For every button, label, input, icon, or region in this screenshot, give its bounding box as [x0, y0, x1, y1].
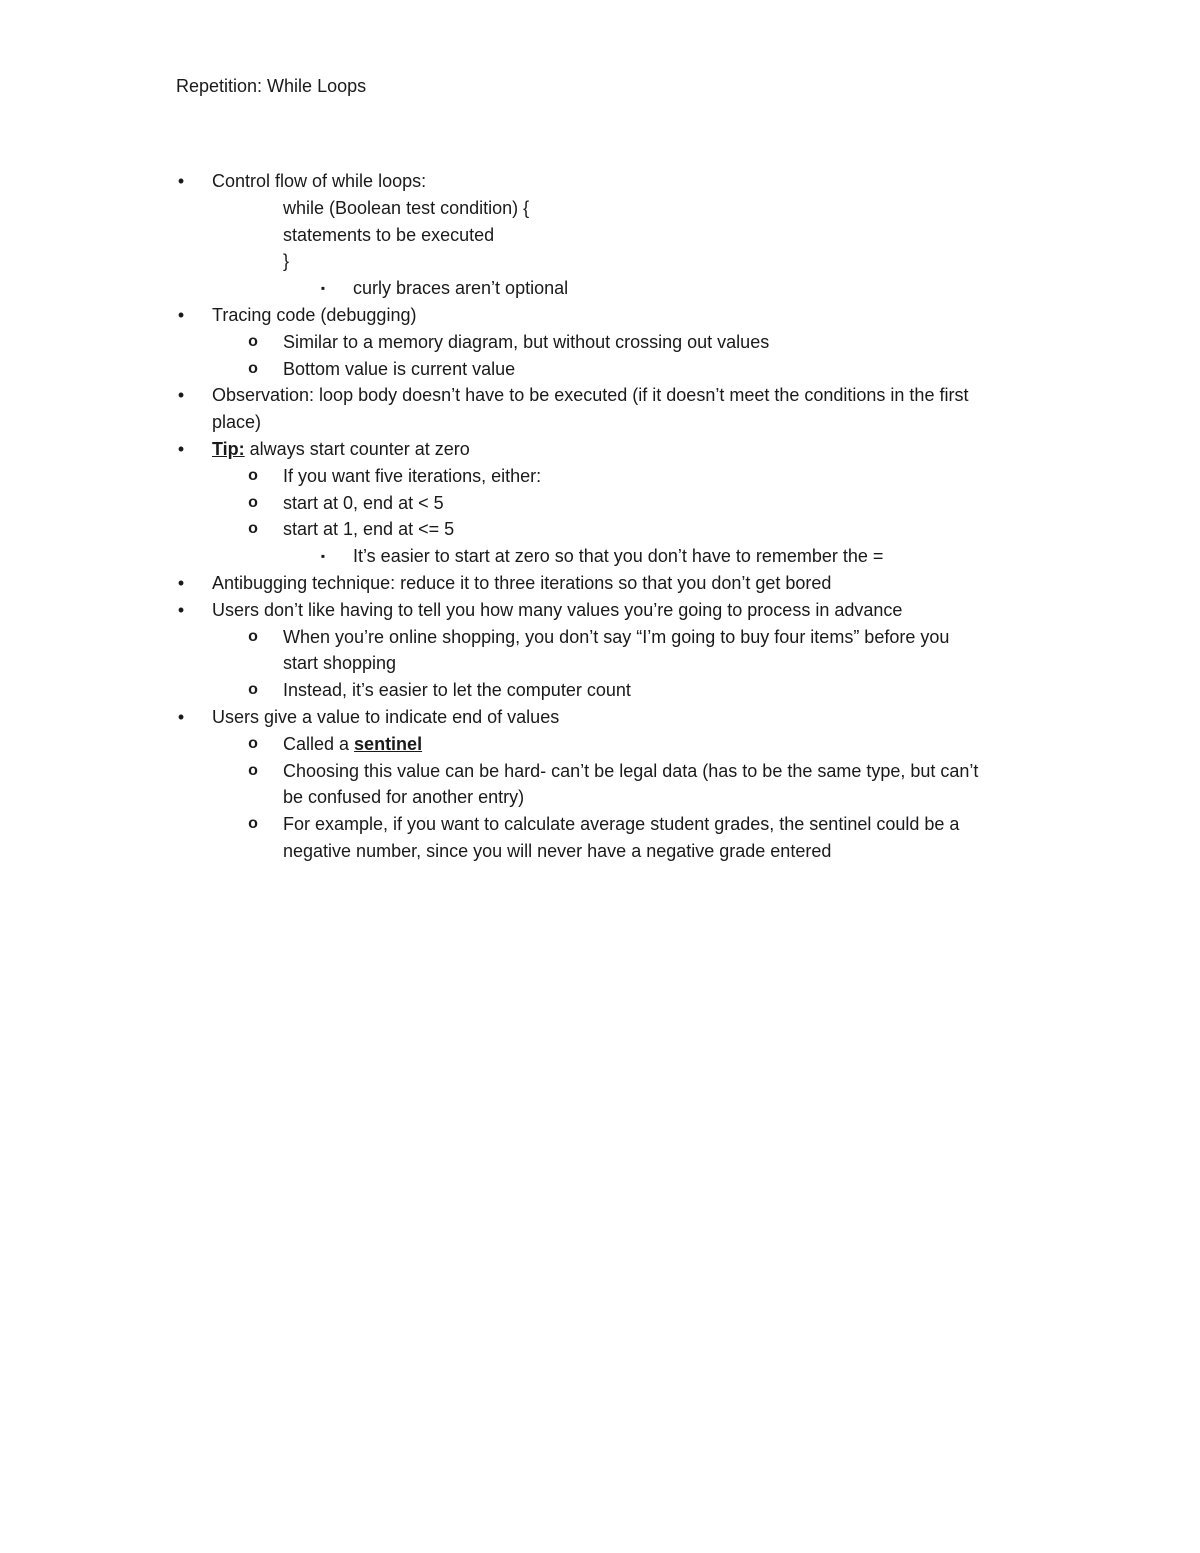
list-item-continuation	[0, 650, 1200, 677]
page-title: Repetition: While Loops	[176, 76, 367, 96]
list-item	[0, 758, 1200, 785]
list-item	[0, 811, 1200, 838]
circle-bullet-icon: o	[248, 734, 258, 752]
bullet-icon: •	[177, 385, 185, 406]
item-text: It’s easier to start at zero so that you don’t have to remember the =	[353, 546, 884, 567]
list-item	[0, 275, 1200, 302]
list-item	[0, 356, 1200, 383]
code-line	[0, 195, 1200, 222]
tip-text: always start counter at zero	[244, 438, 470, 459]
item-text: Users give a value to indicate end of values	[212, 706, 560, 727]
item-text: For example, if you want to calculate average student grades, the sentinel could be a	[283, 814, 960, 835]
item-text: start shopping	[283, 653, 397, 674]
list-item	[0, 570, 1200, 597]
item-text: be confused for another entry)	[283, 787, 525, 808]
code-line	[0, 222, 1200, 249]
item-text: Choosing this value can be hard- can’t be legal data (has to be the same type, but can’t	[283, 760, 979, 781]
code-text: }	[283, 251, 290, 272]
circle-bullet-icon: o	[248, 493, 258, 511]
list-item	[0, 704, 1200, 731]
list-item	[0, 624, 1200, 651]
list-item	[0, 731, 1200, 758]
square-bullet-icon: ▪	[320, 549, 326, 564]
bullet-icon: •	[177, 304, 185, 325]
item-text	[283, 731, 422, 758]
bullet-icon: •	[177, 572, 185, 593]
sentinel-prefix: Called a	[283, 733, 355, 754]
item-text: place)	[212, 412, 262, 433]
list-item	[0, 463, 1200, 490]
list-item	[0, 677, 1200, 704]
item-text: Similar to a memory diagram, but without crossing out values	[283, 331, 770, 352]
item-text: Users don’t like having to tell you how many values you’re going to process in advance	[212, 599, 903, 620]
list-item-continuation	[0, 409, 1200, 436]
item-text: Observation: loop body doesn’t have to be executed (if it doesn’t meet the conditions in the first	[212, 385, 969, 406]
bullet-icon: •	[177, 599, 185, 620]
item-text: Tracing code (debugging)	[212, 304, 417, 325]
list-item	[0, 436, 1200, 463]
item-text: Instead, it’s easier to let the computer count	[283, 680, 631, 701]
list-item-continuation	[0, 784, 1200, 811]
list-item	[0, 543, 1200, 570]
code-text: statements to be executed	[283, 224, 495, 245]
item-text: start at 1, end at <= 5	[283, 519, 455, 540]
code-line	[0, 248, 1200, 275]
item-text: Bottom value is current value	[283, 358, 516, 379]
item-text: Antibugging technique: reduce it to three iterations so that you don’t get bored	[212, 572, 832, 593]
item-text: When you’re online shopping, you don’t say “I’m going to buy four items” before you	[283, 626, 950, 647]
circle-bullet-icon: o	[248, 466, 258, 484]
list-item	[0, 302, 1200, 329]
square-bullet-icon: ▪	[320, 281, 326, 296]
circle-bullet-icon: o	[248, 815, 258, 833]
circle-bullet-icon: o	[248, 627, 258, 645]
circle-bullet-icon: o	[248, 681, 258, 699]
list-item-continuation	[0, 838, 1200, 865]
list-item	[0, 168, 1200, 195]
item-text: start at 0, end at < 5	[283, 492, 444, 513]
item-text	[212, 436, 470, 463]
item-text: curly braces aren’t optional	[353, 278, 569, 299]
sentinel-term: sentinel	[354, 733, 423, 754]
item-text: negative number, since you will never have a negative grade entered	[283, 840, 832, 861]
bullet-icon: •	[177, 706, 185, 727]
tip-label: Tip:	[212, 438, 245, 459]
list-item	[0, 490, 1200, 517]
list-item	[0, 329, 1200, 356]
item-text: If you want five iterations, either:	[283, 465, 542, 486]
circle-bullet-icon: o	[248, 332, 258, 350]
bullet-icon: •	[177, 438, 185, 459]
circle-bullet-icon: o	[248, 761, 258, 779]
circle-bullet-icon: o	[248, 359, 258, 377]
list-item	[0, 382, 1200, 409]
list-item	[0, 516, 1200, 543]
notes-body	[0, 168, 1200, 865]
bullet-icon: •	[177, 171, 185, 191]
circle-bullet-icon: o	[248, 520, 258, 538]
list-item	[0, 597, 1200, 624]
item-text: Control flow of while loops:	[212, 171, 427, 191]
code-text: while (Boolean test condition) {	[283, 197, 530, 218]
